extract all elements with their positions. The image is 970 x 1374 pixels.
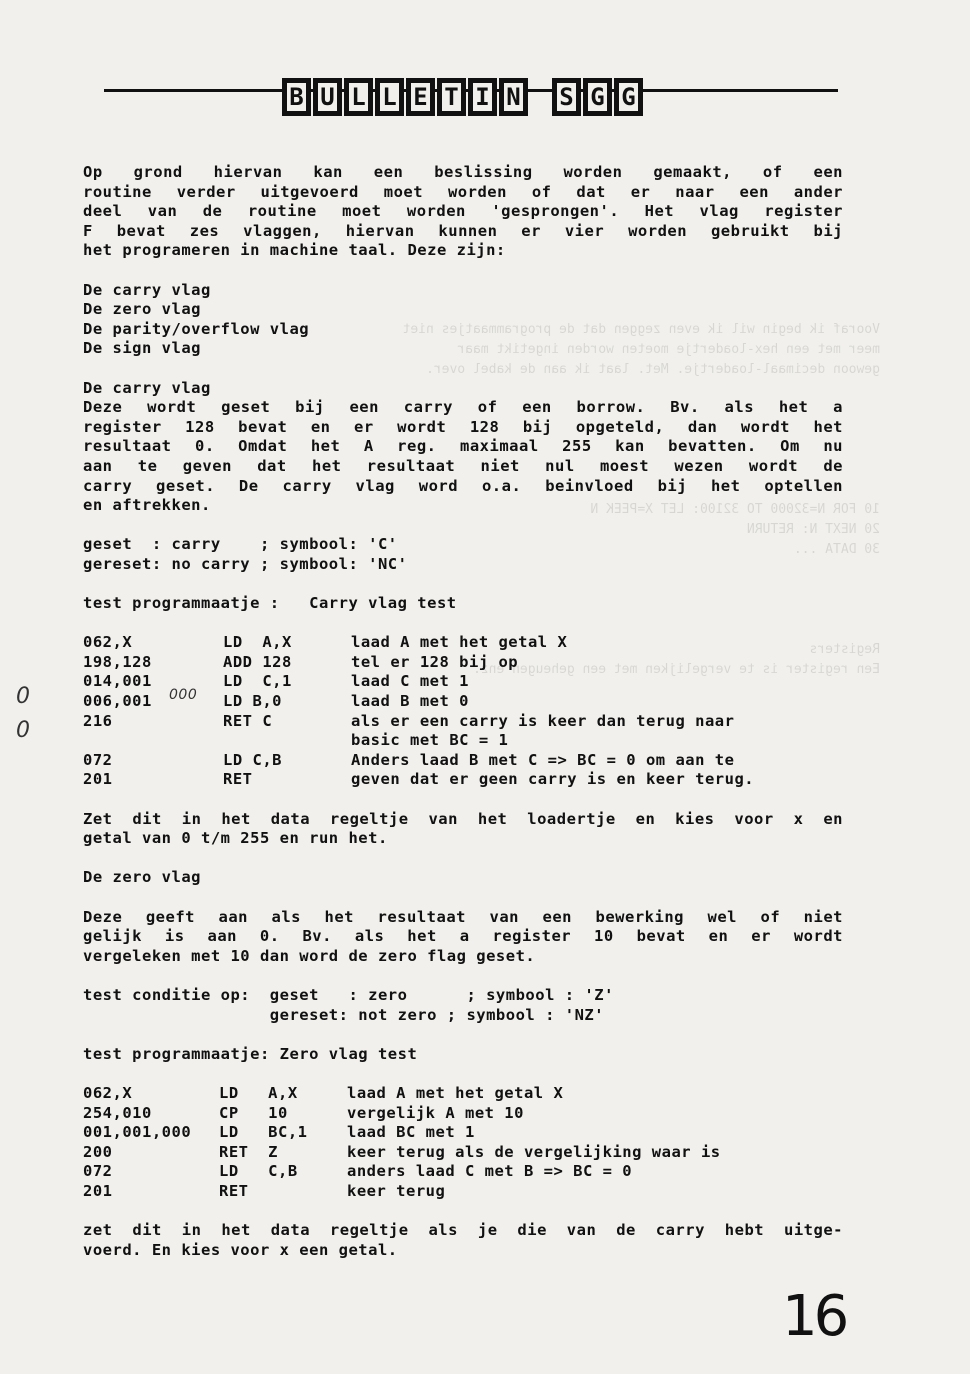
zero-program-listing — [83, 1084, 843, 1202]
masthead-letter: G — [583, 78, 612, 116]
code-comment: basic met BC = 1 — [351, 731, 509, 750]
code-row — [83, 633, 843, 653]
zero-heading: De zero vlag — [83, 868, 201, 887]
mnemonic: LD C,1 — [223, 672, 292, 691]
carry-text-line: carry geset. De carry vlag word o.a. beinvloed bij het optellen — [83, 476, 843, 495]
machine-code: 006,001 — [83, 692, 152, 711]
machine-code — [83, 731, 223, 751]
article-body — [83, 163, 843, 1260]
zero-text-line: gelijk is aan 0. Bv. als het a register 10 bevat en er wordt — [83, 927, 843, 946]
masthead-letter: L — [375, 78, 404, 116]
masthead-letter: L — [344, 78, 373, 116]
code-comment: tel er 128 bij op — [351, 652, 519, 671]
mnemonic: LD BC,1 — [219, 1123, 308, 1142]
outro-line: zet dit in het data regeltje als je die van de carry hebt uitge- — [83, 1221, 843, 1240]
machine-code: 200 — [83, 1142, 113, 1161]
code-row — [83, 751, 843, 771]
zero-program-title: test programmaatje: Zero vlag test — [83, 1044, 418, 1063]
code-comment: geven dat er geen carry is en keer terug. — [351, 770, 755, 789]
carry-text-line: resultaat 0. Omdat het A reg. maximaal 255 kan bevatten. Om nu — [83, 437, 843, 456]
handwritten-correction: 000 — [169, 687, 198, 704]
machine-code: 254,010 — [83, 1103, 152, 1122]
machine-code: 072 — [83, 750, 113, 769]
masthead-title — [282, 78, 643, 116]
masthead-letter: B — [282, 78, 311, 116]
carry-program-listing — [83, 633, 843, 790]
intro-line: routine verder uitgevoerd moet worden of dat er naar een ander — [83, 182, 843, 201]
machine-code: 062,X — [83, 633, 133, 652]
mnemonic: LD A,X — [219, 1083, 298, 1102]
zero-text-line: Deze geeft aan als het resultaat van een bewerking wel of niet — [83, 907, 843, 926]
mnemonic: ADD 128 — [223, 652, 292, 671]
zero-text-line: vergeleken met 10 dan word de zero flag geset. — [83, 946, 536, 965]
mnemonic: RET Z — [219, 1142, 278, 1161]
code-comment: laad B met 0 — [351, 692, 469, 711]
machine-code: 001,001,000 — [83, 1123, 192, 1142]
code-row — [83, 712, 843, 732]
code-row — [83, 1143, 843, 1163]
outro-line: voerd. En kies voor x een getal. — [83, 1240, 398, 1259]
machine-code: 198,128 — [83, 652, 152, 671]
mnemonic: LD B,0 — [223, 692, 282, 711]
carry-text-line: Deze wordt geset bij een carry of een borrow. Bv. als het a — [83, 398, 843, 417]
carry-text-line: aan te geven dat het resultaat niet nul moest wezen wordt de — [83, 456, 843, 475]
code-row — [83, 1162, 843, 1182]
machine-code: 014,001 — [83, 672, 152, 691]
intro-line: F bevat zes vlaggen, hiervan kunnen er vier worden gebruikt bij — [83, 221, 843, 240]
code-comment: laad A met het getal X — [347, 1083, 564, 1102]
mnemonic: RET — [223, 770, 253, 789]
code-comment: laad C met 1 — [351, 672, 469, 691]
zero-state: test conditie op: geset : zero ; symbool : 'Z' — [83, 985, 614, 1004]
masthead — [104, 78, 838, 118]
masthead-letter: N — [499, 78, 528, 116]
code-row — [83, 1123, 843, 1143]
flag-list-item: De parity/overflow vlag — [83, 319, 310, 338]
code-row — [83, 1104, 843, 1124]
intro-line: deel van de routine moet worden 'gesprongen'. Het vlag register — [83, 202, 843, 221]
code-row — [83, 653, 843, 673]
zero-state: gereset: not zero ; symbool : 'NZ' — [83, 1005, 605, 1024]
machine-code: 072 — [83, 1162, 113, 1181]
mnemonic: RET — [219, 1181, 249, 1200]
code-comment: laad A met het getal X — [351, 633, 568, 652]
code-row — [83, 770, 843, 790]
code-row — [83, 1084, 843, 1104]
mnemonic: LD C,B — [219, 1162, 298, 1181]
code-comment: vergelijk A met 10 — [347, 1103, 524, 1122]
carry-program-title: test programmaatje : Carry vlag test — [83, 594, 457, 613]
masthead-letter: G — [614, 78, 643, 116]
masthead-letter: U — [313, 78, 342, 116]
carry-text-line: register 128 bevat en er wordt 128 bij opgeteld, dan wordt het — [83, 417, 843, 436]
carry-text-line: en aftrekken. — [83, 496, 211, 515]
mnemonic: RET C — [223, 711, 273, 730]
code-comment: keer terug — [347, 1181, 446, 1200]
carry-state: gereset: no carry ; symbool: 'NC' — [83, 554, 408, 573]
masthead-letter: S — [552, 78, 581, 116]
carry-note-line: getal van 0 t/m 255 en run het. — [83, 829, 388, 848]
carry-state: geset : carry ; symbool: 'C' — [83, 535, 398, 554]
carry-heading: De carry vlag — [83, 378, 211, 397]
masthead-letter: E — [406, 78, 435, 116]
code-comment: Anders laad B met C => BC = 0 om aan te — [351, 750, 735, 769]
mnemonic: CP 10 — [219, 1103, 288, 1122]
intro-line: het programeren in machine taal. Deze zijn: — [83, 241, 506, 260]
code-comment: anders laad C met B => BC = 0 — [347, 1162, 633, 1181]
mnemonic: LD C,B — [223, 750, 282, 769]
flag-list-item: De carry vlag — [83, 280, 211, 299]
machine-code: 201 — [83, 770, 113, 789]
masthead-letter: I — [468, 78, 497, 116]
code-comment: als er een carry is keer dan terug naar — [351, 711, 735, 730]
code-row — [83, 1182, 843, 1202]
intro-line: Op grond hiervan kan een beslissing worden gemaakt, of een — [83, 163, 843, 181]
flag-list-item: De sign vlag — [83, 339, 201, 358]
page-number: 16 — [782, 1284, 846, 1349]
code-comment: keer terug als de vergelijking waar is — [347, 1142, 721, 1161]
machine-code: 062,X — [83, 1083, 133, 1102]
code-row — [83, 687, 843, 712]
machine-code: 201 — [83, 1181, 113, 1200]
show-through-background: Vooraf ik begin wil ik even zeggen dat de programmaatjes niet meer met een hex-loadertje moeten worden ingetikt maar gewoon decimaal-loadertje. Met. laat ik aan de kabel over. 10 FOR N=32000 TO 32100: LET X=PEEK N 20 NEXT N: RETURN 30 DATA ... Registers Een register is te vergelijken met een geheugen enz. — [402, 322, 880, 677]
mnemonic: LD A,X — [223, 633, 292, 652]
code-row — [83, 731, 843, 751]
mnemonic — [223, 731, 351, 751]
code-comment: laad BC met 1 — [347, 1123, 475, 1142]
handwritten-margin-note: 0 0 — [16, 684, 30, 743]
masthead-letter: T — [437, 78, 466, 116]
carry-note-line: Zet dit in het data regeltje van het loadertje en kies voor x en — [83, 809, 843, 828]
flag-list-item: De zero vlag — [83, 300, 201, 319]
machine-code: 216 — [83, 711, 113, 730]
